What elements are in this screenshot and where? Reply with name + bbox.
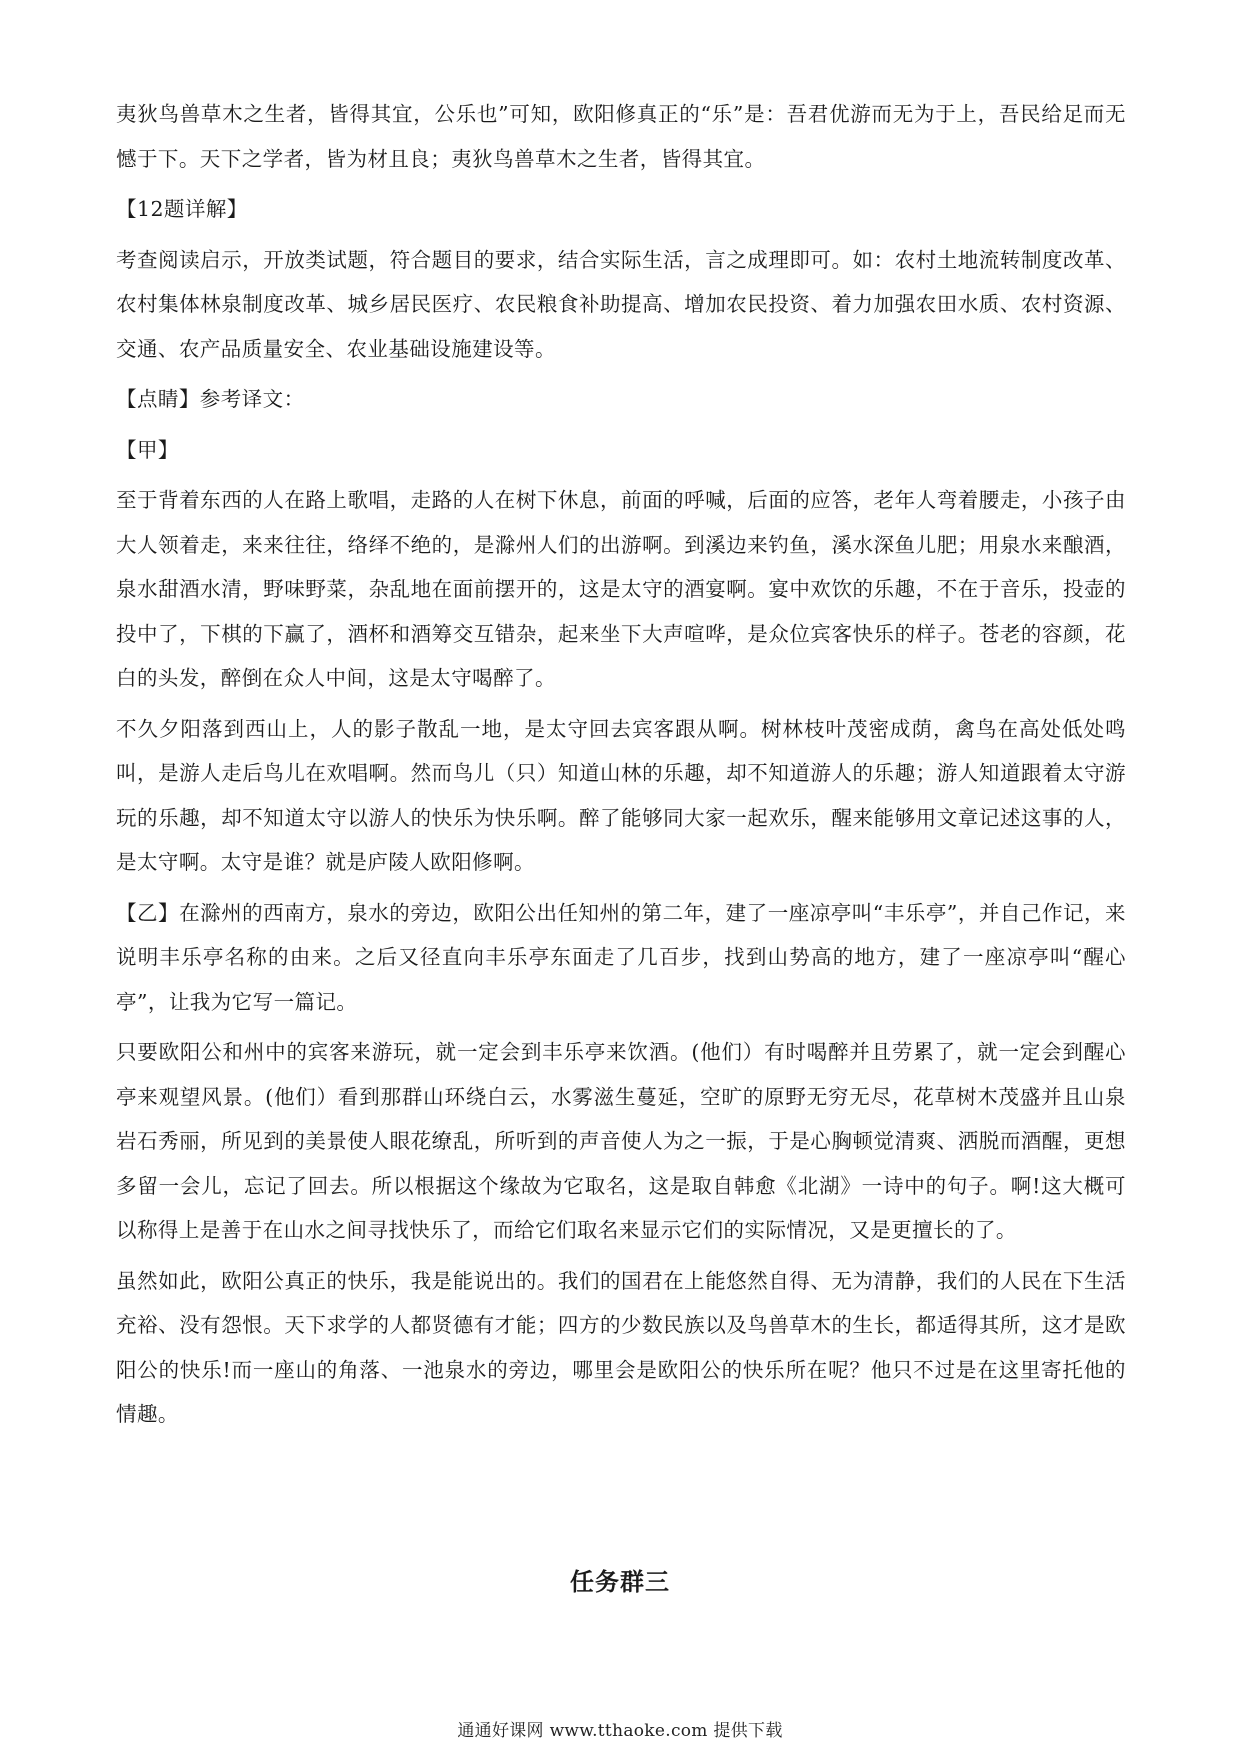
paragraph-q12-heading: 【12题详解】 (116, 197, 248, 221)
document-body (116, 92, 1126, 1443)
paragraph-answer-continuation: 夷狄鸟兽草木之生者，皆得其宜，公乐也”可知，欧阳修真正的“乐”是：吾君优游而无为于上，吾民给足而无憾于下。天下之学者，皆为材且良；夷狄鸟兽草木之生者，皆得其宜。 (116, 102, 1126, 171)
section-heading: 任务群三 (570, 1568, 670, 1596)
paragraph-yi-translation-2: 只要欧阳公和州中的宾客来游玩，就一定会到丰乐亭来饮酒。(他们）有时喝醉并且劳累了，就一定会到醒心亭来观望风景。(他们）看到那群山环绕白云，水雾滋生蔓延，空旷的原野无穷无尽，花草树木茂盛并且山泉岩石秀丽，所见到的美景使人眼花缭乱，所听到的声音使人为之一振，于是心胸顿觉清爽、洒脱而酒醒，更想多留一会儿，忘记了回去。所以根据这个缘故为它取名，这是取自韩愈《北湖》一诗中的句子。啊!这大概可以称得上是善于在山水之间寻找快乐了，而给它们取名来显示它们的实际情况，又是更擅长的了。 (116, 1040, 1126, 1242)
paragraph-yi-translation-3: 虽然如此，欧阳公真正的快乐，我是能说出的。我们的国君在上能悠然自得、无为清静，我们的人民在下生活充裕、没有怨恨。天下求学的人都贤德有才能；四方的少数民族以及鸟兽草木的生长，都适得其所，这才是欧阳公的快乐!而一座山的角落、一池泉水的旁边，哪里会是欧阳公的快乐所在呢？他只不过是在这里寄托他的情趣。 (116, 1268, 1126, 1426)
paragraph-yi-translation-1: 【乙】在滁州的西南方，泉水的旁边，欧阳公出任知州的第二年，建了一座凉亭叫“丰乐亭”，并自己作记，来说明丰乐亭名称的由来。之后又径直向丰乐亭东面走了几百步，找到山势高的地方，建了一座凉亭叫“醒心亭”，让我为它写一篇记。 (116, 900, 1126, 1014)
paragraph-jia-heading: 【甲】 (116, 437, 179, 462)
page-footer: 通通好课网 www.tthaoke.com 提供下载 (457, 1721, 783, 1741)
paragraph-q12-answer: 考查阅读启示，开放类试题，符合题目的要求，结合实际生活，言之成理即可。如：农村土地流转制度改革、农村集体林泉制度改革、城乡居民医疗、农民粮食补助提高、增加农民投资、着力加强农田水质、农村资源、交通、农产品质量安全、农业基础设施建设等。 (116, 247, 1126, 361)
paragraph-jia-translation-2: 不久夕阳落到西山上，人的影子散乱一地，是太守回去宾客跟从啊。树林枝叶茂密成荫，禽鸟在高处低处鸣叫，是游人走后鸟儿在欢唱啊。然而鸟儿（只）知道山林的乐趣，却不知道游人的乐趣；游人知道跟着太守游玩的乐趣，却不知道太守以游人的快乐为快乐啊。醉了能够同大家一起欢乐，醒来能够用文章记述这事的人，是太守啊。太守是谁？就是庐陵人欧阳修啊。 (116, 716, 1126, 874)
paragraph-jia-translation-1: 至于背着东西的人在路上歌唱，走路的人在树下休息，前面的呼喊，后面的应答，老年人弯着腰走，小孩子由大人领着走，来来往往，络绎不绝的，是滁州人们的出游啊。到溪边来钓鱼，溪水深鱼儿肥；用泉水来酿酒，泉水甜酒水清，野味野菜，杂乱地在面前摆开的，这是太守的酒宴啊。宴中欢饮的乐趣，不在于音乐，投壶的投中了，下棋的下赢了，酒杯和酒筹交互错杂，起来坐下大声喧哗，是众位宾客快乐的样子。苍老的容颜，花白的头发，醉倒在众人中间，这是太守喝醉了。 (116, 488, 1126, 690)
paragraph-dianjing-heading: 【点睛】参考译文： (116, 387, 305, 411)
